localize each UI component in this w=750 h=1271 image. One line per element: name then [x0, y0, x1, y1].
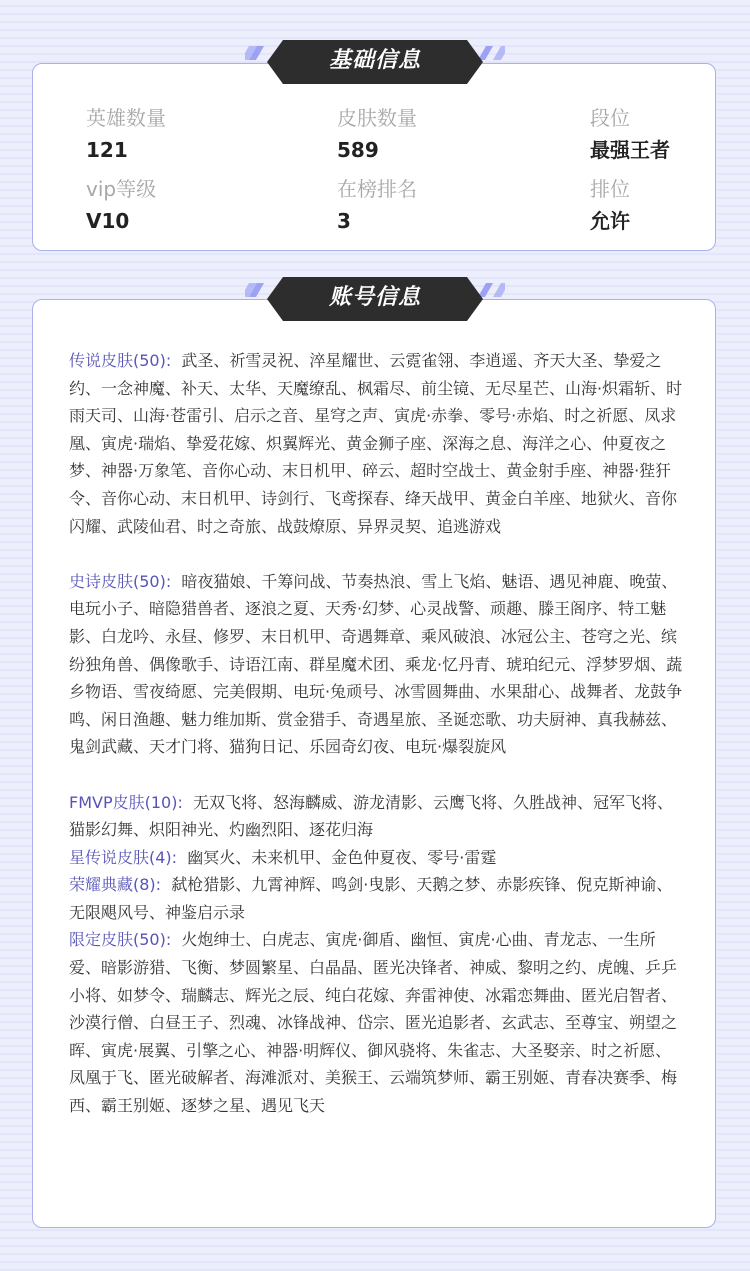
account-info-title: 账号信息: [328, 285, 421, 310]
stat-label: 英雄数量: [86, 106, 166, 130]
section-star-legend-skins: [69, 844, 683, 872]
category-label: 荣耀典藏(8):: [69, 875, 162, 895]
category-label: 限定皮肤(50):: [69, 930, 172, 950]
section-legendary-skins: [69, 347, 683, 540]
stat-label: 皮肤数量: [337, 106, 417, 130]
stat-ranked-allowed: [590, 175, 630, 235]
category-label: 传说皮肤(50):: [69, 351, 172, 370]
basic-info-title: 基础信息: [328, 48, 421, 73]
stat-value: 121: [86, 138, 128, 162]
stat-rank-tier: [590, 104, 670, 164]
stat-skin-count: [337, 104, 417, 164]
account-info-header: [245, 275, 505, 323]
stat-value: V10: [86, 209, 130, 233]
skin-list: [69, 347, 683, 1120]
skin-names: 武圣、祈雪灵祝、淬星耀世、云霓雀翎、李逍遥、齐天大圣、挚爱之约、一念神魔、补天、太华、天魔缭乱、枫霜尽、前尘镜、无尽星芒、山海·炽霜斩、时雨天司、山海·苍雷引、启示之音、星穹之声、寅虎·赤拳、零号·赤焰、时之祈愿、凤求凰、寅虎·瑞焰、挚爱花嫁、炽翼辉光、黄金狮子座、深海之息、海洋之心、仲夏夜之梦、神器·万象笔、音你心动、末日机甲、碎云、超时空战士、黄金射手座、神器·狴犴令、音你心动、末日机甲、诗剑行、飞鸢探春、绛天战甲、黄金白羊座、地狱火、音你闪耀、武陵仙君、时之奇旅、战鼓燎原、异界灵契、追逃游戏: [69, 351, 683, 536]
stat-value: 最强王者: [590, 138, 670, 162]
skin-names: 无双飞将、怒海麟威、游龙清影、云鹰飞将、久胜战神、冠军飞将、猫影幻舞、炽阳神光、灼幽烈阳、逐花归海: [69, 792, 674, 840]
stat-hero-count: [86, 104, 166, 164]
skin-names: 弑枪猎影、九霄神辉、鸣剑·曳影、天鹅之梦、赤影疾锋、倪克斯神谕、无限飓风号、神鉴启示录: [69, 875, 673, 922]
category-label: FMVP皮肤(10):: [69, 792, 183, 812]
stat-value: 3: [337, 209, 351, 233]
section-limited-skins: [69, 926, 683, 1119]
stat-label: vip等级: [86, 177, 157, 201]
stat-vip-level: [86, 175, 156, 235]
basic-info-header: [245, 38, 505, 86]
section-fmvp-skins: [69, 789, 683, 844]
skin-names: 暗夜猫娘、千筹问战、节奏热浪、雪上飞焰、魅语、遇见神鹿、晚萤、电玩小子、暗隐猎兽者、逐浪之夏、天秀·幻梦、心灵战警、顽趣、滕王阁序、特工魅影、白龙吟、永昼、修罗、末日机甲、奇遇舞章、乘风破浪、冰冠公主、苍穹之光、缤纷独角兽、偶像歌手、诗语江南、群星魔术团、乘龙·忆丹青、琥珀纪元、浮梦罗烟、蔬乡物语、雪夜绮愿、完美假期、电玩·兔顽号、冰雪圆舞曲、水果甜心、战舞者、龙鼓争鸣、闲日渔趣、魅力维加斯、赏金猎手、奇遇星旅、圣诞恋歌、功夫厨神、真我赫兹、鬼剑武藏、天才门将、猫狗日记、乐园奇幻夜、电玩·爆裂旋风: [69, 571, 683, 757]
section-epic-skins: [69, 568, 683, 761]
account-info-card: [32, 299, 716, 1228]
skin-names: 火炮绅士、白虎志、寅虎·御盾、幽恒、寅虎·心曲、青龙志、一生所爱、暗影游猎、飞衡、梦圆繁星、白晶晶、匿光决锋者、神威、黎明之约、虎魄、乒乒小将、如梦令、瑞麟志、辉光之辰、纯白花嫁、奔雷神使、冰霜恋舞曲、匿光启智者、沙漠行僧、白昼王子、烈魂、冰锋战神、岱宗、匿光追影者、玄武志、至尊宝、朔望之晖、寅虎·展翼、引擎之心、神器·明辉仪、御风骁将、朱雀志、大圣娶亲、时之祈愿、凤凰于飞、匿光破解者、海滩派对、美猴王、云端筑梦师、霸王别姬、青春决赛季、梅西、霸王别姬、逐梦之星、遇见飞天: [69, 930, 678, 1116]
stat-value: 589: [337, 138, 379, 162]
section-glory-collection: [69, 871, 683, 926]
basic-info-card: [32, 63, 716, 251]
stat-label: 在榜排名: [337, 177, 417, 201]
stat-label: 排位: [590, 177, 630, 201]
stat-leaderboard-rank: [337, 175, 417, 235]
skin-names: 幽冥火、未来机甲、金色仲夏夜、零号·雷霆: [187, 847, 497, 867]
stat-value: 允许: [590, 209, 630, 233]
category-label: 史诗皮肤(50):: [69, 571, 172, 591]
category-label: 星传说皮肤(4):: [69, 847, 178, 867]
stat-label: 段位: [590, 106, 630, 130]
